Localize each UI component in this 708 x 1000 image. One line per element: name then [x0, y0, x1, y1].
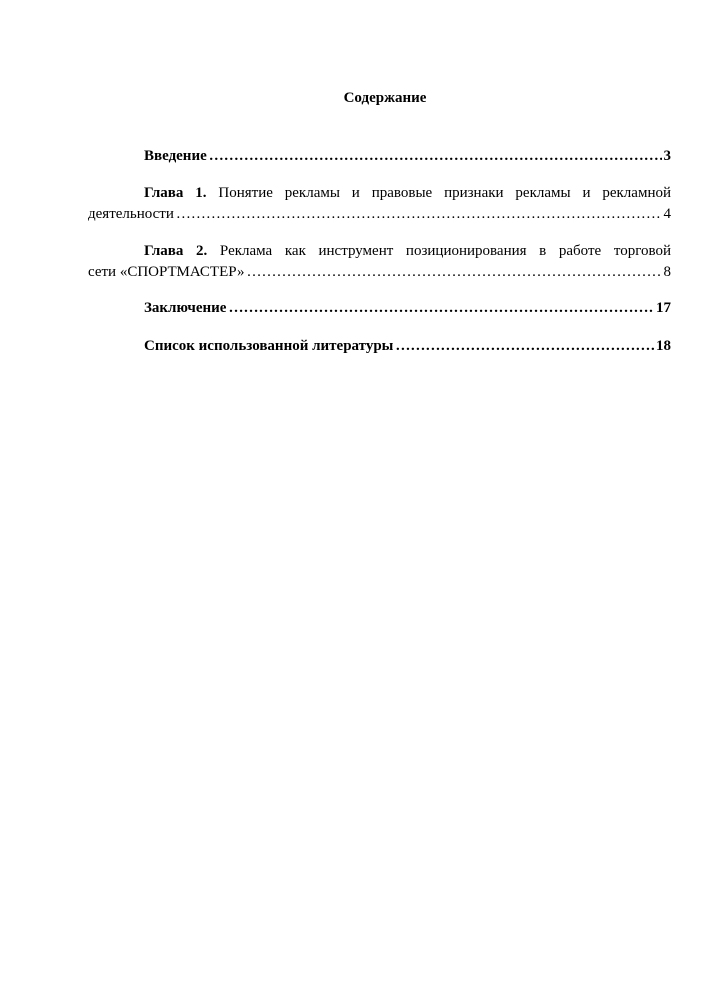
toc-entry-prefix: Глава 1. — [144, 185, 207, 201]
toc-entry-line-1 — [103, 241, 671, 261]
toc-entry-label: Список использованной литературы — [144, 338, 394, 354]
toc-entry-chapter-1 — [103, 183, 671, 203]
toc-heading: Содержание — [343, 90, 427, 106]
toc-entry-bibliography — [103, 336, 671, 356]
toc-entry-label: Введение — [144, 148, 207, 164]
toc-entry-title: Реклама как инструмент позиционирования в работе торговой — [219, 243, 671, 259]
toc-page-number: 4 — [663, 206, 671, 222]
toc-entry-conclusion — [103, 298, 671, 318]
toc-entry-title: Понятие рекламы и правовые признаки рекламы и рекламной — [218, 185, 671, 201]
toc-entry-chapter-2-cont — [88, 262, 671, 282]
toc-entry-chapter-1-cont — [88, 204, 671, 224]
toc-entry-title-cont: деятельности — [88, 206, 174, 222]
toc-leader-dots — [395, 336, 654, 356]
toc-leader-dots — [209, 146, 662, 166]
toc-entry-title-cont: сети «СПОРТМАСТЕР» — [88, 264, 245, 280]
toc-leader-dots — [246, 262, 661, 282]
toc-page-number: 18 — [656, 338, 671, 354]
toc-entry-line-1 — [103, 183, 671, 203]
toc-page-number: 17 — [656, 300, 671, 316]
toc-page-number: 8 — [663, 264, 671, 280]
toc-page-number: 3 — [663, 148, 671, 164]
toc-entry-introduction — [103, 146, 671, 166]
toc-entry-prefix: Глава 2. — [144, 243, 208, 259]
toc-entry-chapter-2 — [103, 241, 671, 261]
toc-entry-label: Заключение — [144, 300, 227, 316]
toc-leader-dots — [176, 204, 662, 224]
toc-leader-dots — [228, 298, 654, 318]
